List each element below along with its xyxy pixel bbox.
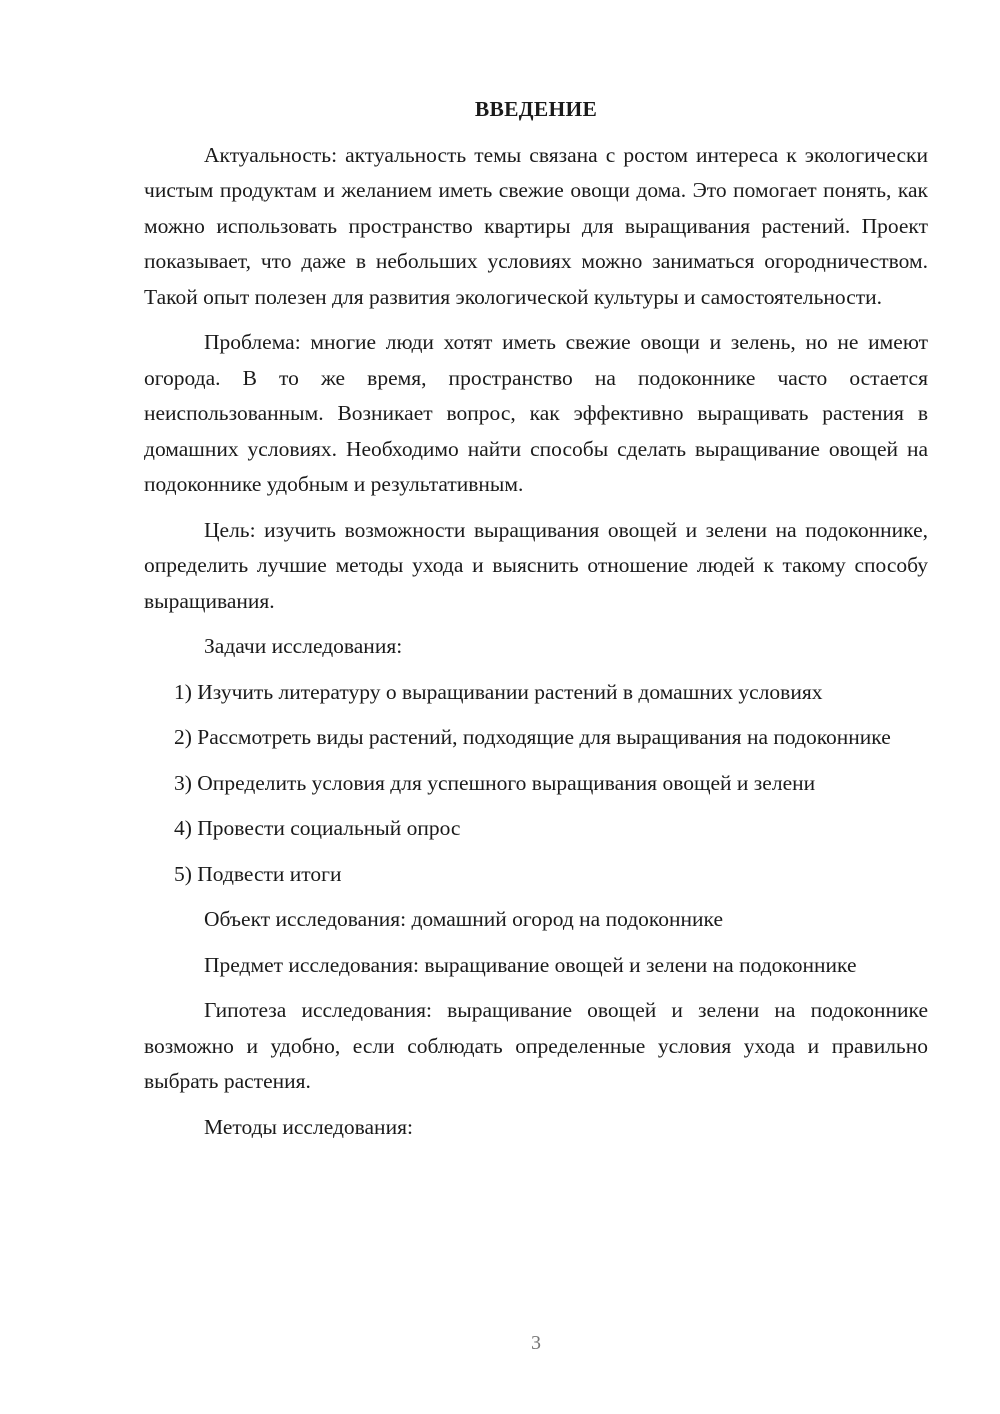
paragraph-subject: Предмет исследования: выращивание овощей и зелени на подоконнике xyxy=(204,952,857,977)
task-item-2: 2) Рассмотреть виды растений, подходящие для выращивания на подоконнике xyxy=(174,725,891,749)
document-page xyxy=(144,92,928,1155)
paragraph-relevance: Актуальность: актуальность темы связана с ростом интереса к экологически чистым продуктам и желанием иметь свежие овощи дома. Это помогает понять, как можно использовать пространство квартиры для выращивания растений. Проект показывает, что даже в небольших условиях можно заниматься огородничеством. Такой опыт полезен для развития экологической культуры и самостоятельности. xyxy=(144,142,928,309)
page-number: 3 xyxy=(531,1332,541,1354)
task-item-1: 1) Изучить литературу о выращивании растений в домашних условиях xyxy=(174,679,823,704)
paragraph-problem: Проблема: многие люди хотят иметь свежие овощи и зелень, но не имеют огорода. В то же время, пространство на подоконнике часто остается неиспользованным. Возникает вопрос, как эффективно выращивать растения в домашних условиях. Необходимо найти способы сделать выращивание овощей на подоконнике удобным и результативным. xyxy=(144,330,928,496)
tasks-heading: Задачи исследования: xyxy=(204,634,403,658)
methods-heading: Методы исследования: xyxy=(204,1114,413,1139)
task-item-3: 3) Определить условия для успешного выращивания овощей и зелени xyxy=(174,770,816,795)
paragraph-goal: Цель: изучить возможности выращивания овощей и зелени на подоконнике, определить лучшие методы ухода и выяснить отношение людей к такому способу выращивания. xyxy=(144,517,928,613)
section-title: ВВЕДЕНИЕ xyxy=(474,97,598,121)
task-item-5: 5) Подвести итоги xyxy=(174,861,342,886)
task-item-4: 4) Провести социальный опрос xyxy=(174,816,461,840)
paragraph-hypothesis: Гипотеза исследования: выращивание овощей и зелени на подоконнике возможно и удобно, если соблюдать определенные условия ухода и правильно выбрать растения. xyxy=(144,998,928,1093)
paragraph-object: Объект исследования: домашний огород на подоконнике xyxy=(204,907,723,931)
